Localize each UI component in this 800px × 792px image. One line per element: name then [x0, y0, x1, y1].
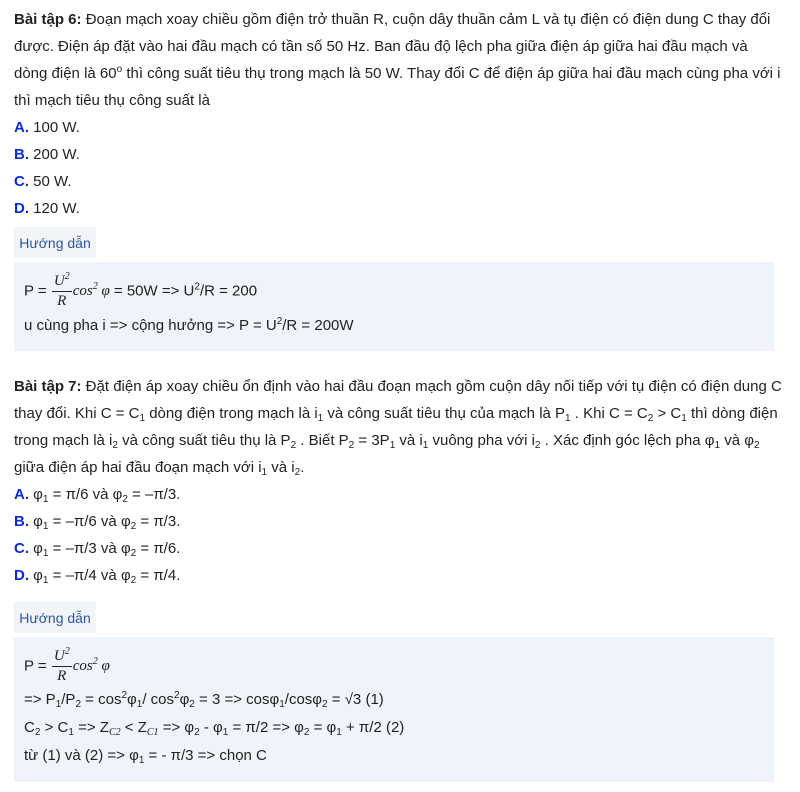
solution-box-6	[14, 262, 774, 351]
solution-7-line-4: từ (1) và $(2) => \varphi_1$ = - π/3 => chọn C	[24, 747, 267, 766]
guide-tab-6[interactable]: Hướng dẫn	[14, 227, 96, 258]
option-b[interactable]: B. $\varphi_1 = -\pi/6$ và $\varphi_2 = \pi/3$.	[14, 513, 181, 532]
guide-tab-7[interactable]: Hướng dẫn	[14, 602, 96, 633]
fraction: $\frac{U^2}{R}$	[53, 646, 70, 684]
solution-7-line-1: P = $\frac{U^2}{R}$ $\cos^2 \varphi$	[24, 646, 110, 684]
option-d[interactable]: D. $\varphi_1 = -\pi/4$ và $\varphi_2 = \pi/4$.	[14, 567, 181, 586]
solution-box-7	[14, 637, 774, 782]
option-b[interactable]: B. 200 W.	[14, 146, 80, 163]
problem-6-question: Đoạn mạch xoay chiều gồm điện trở thuần R, cuộn dây thuần cảm L và tụ điện có điện dung C thay đổi được. Điện áp đặt vào hai đầu mạch có tần số 50 Hz. Ban đầu độ lệch pha giữa điện áp giữa hai đầu mạch và dòng điện là 60$^o$ thì công suất tiêu thụ trong mạch là 50 W. Thay đổi C để điện áp giữa hai đầu mạch cùng pha với i thì mạch tiêu thụ công suất là	[14, 11, 781, 109]
option-c[interactable]: C. $\varphi_1 = -\pi/3$ và $\varphi_2 = \pi/6$.	[14, 540, 181, 559]
solution-7-line-2: => $P_1/P_2 = \cos^2\varphi_1/$ $\cos^2\varphi_2 = 3 => \cos\varphi_1/\cos\varphi_2 = √3$ (1)	[24, 690, 384, 710]
option-d[interactable]: D. 120 W.	[14, 200, 80, 217]
solution-7-line-3: $C_2 > C_1 => Z_{C2} < Z_{C1} => \varphi_2 - \varphi_1 = \pi/2 => \varphi_2 = \varphi_1 + \pi/2$ (2)	[24, 719, 405, 738]
problem-6-title: Bài tập 6:	[14, 11, 82, 28]
fraction: $\frac{U^2}{R}$	[53, 271, 70, 309]
option-c[interactable]: C. 50 W.	[14, 173, 72, 190]
option-a[interactable]: A. 100 W.	[14, 119, 80, 136]
solution-6-line-1: P = $\frac{U^2}{R}$ $\cos^2 \varphi = 50W => U^2/R = 200$	[24, 271, 258, 309]
problem-6	[14, 6, 782, 222]
solution-6-line-2: u cùng pha i => cộng hưởng => $P = U^2/R = 200W$	[24, 316, 354, 334]
option-a[interactable]: A. $\varphi_1 = \pi/6$ và $\varphi_2 = -\pi/3$.	[14, 486, 181, 505]
problem-7-title: Bài tập 7:	[14, 378, 82, 395]
problem-7-question: Đặt điện áp xoay chiều ổn định vào hai đầu đoạn mạch gồm cuộn dây nối tiếp với tụ điện có điện dung C thay đổi. Khi $C = C_1$ dòng điện trong mạch là $i_1$ và công suất tiêu thụ của mạch là $P_1$ . Khi $C = C_2 > C_1$ thì dòng điện trong mạch là $i_2$ và công suất tiêu thụ là $P_2$ . Biết $P_2 = 3P_1$ và $i_1$ vuông pha với $i_2$ . Xác định góc lệch pha $\varphi_1$ và $\varphi_2$ giữa điện áp hai đầu đoạn mạch với $i_1$ và $i_2$.	[14, 378, 782, 478]
problem-7	[14, 373, 782, 589]
